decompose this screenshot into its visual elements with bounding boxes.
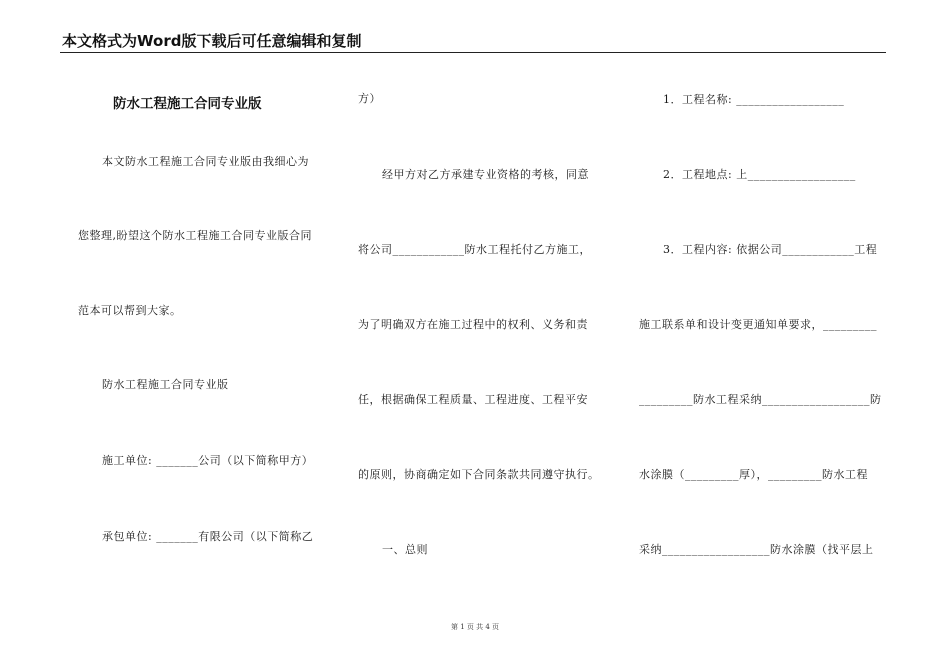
body-line: 承包单位: _______有限公司（以下简称乙 <box>102 530 314 543</box>
body-line: 采纳__________________防水涂膜（找平层上 <box>639 543 874 556</box>
body-line: 3．工程内容: 依据公司____________工程 <box>663 243 878 256</box>
header-divider <box>60 52 886 53</box>
body-line: 经甲方对乙方承建专业资格的考核，同意 <box>382 168 589 181</box>
body-line: 施工单位: _______公司（以下简称甲方） <box>102 454 314 467</box>
body-line: 为了明确双方在施工过程中的权利、义务和责 <box>358 318 588 331</box>
body-line: 1．工程名称: __________________ <box>663 93 845 106</box>
body-line: 范本可以帮到大家。 <box>78 304 182 317</box>
page-number: 第 1 页 共 4 页 <box>450 623 500 631</box>
body-line: 施工联系单和设计变更通知单要求，_________ <box>639 318 877 331</box>
body-line: 任，根据确保工程质量、工程进度、工程平安 <box>358 393 588 406</box>
body-line: 方） <box>358 92 381 105</box>
body-line: 的原则，协商确定如下合同条款共同遵守执行。 <box>358 468 600 481</box>
body-line: 您整理,盼望这个防水工程施工合同专业版合同 <box>78 229 312 242</box>
body-line: _________防水工程采纳__________________防 <box>639 393 882 406</box>
document-header: 本文格式为Word版下载后可任意编辑和复制 <box>62 32 362 50</box>
body-line: 2．工程地点: 上__________________ <box>663 168 856 181</box>
body-line: 本文防水工程施工合同专业版由我细心为 <box>102 155 309 168</box>
document-title: 防水工程施工合同专业版 <box>113 96 262 112</box>
body-line: 将公司____________防水工程托付乙方施工， <box>358 243 591 256</box>
body-line: 防水工程施工合同专业版 <box>102 378 229 391</box>
body-line: 水涂膜（_________厚），_________防水工程 <box>639 468 868 481</box>
section-heading: 一、总则 <box>382 543 428 556</box>
